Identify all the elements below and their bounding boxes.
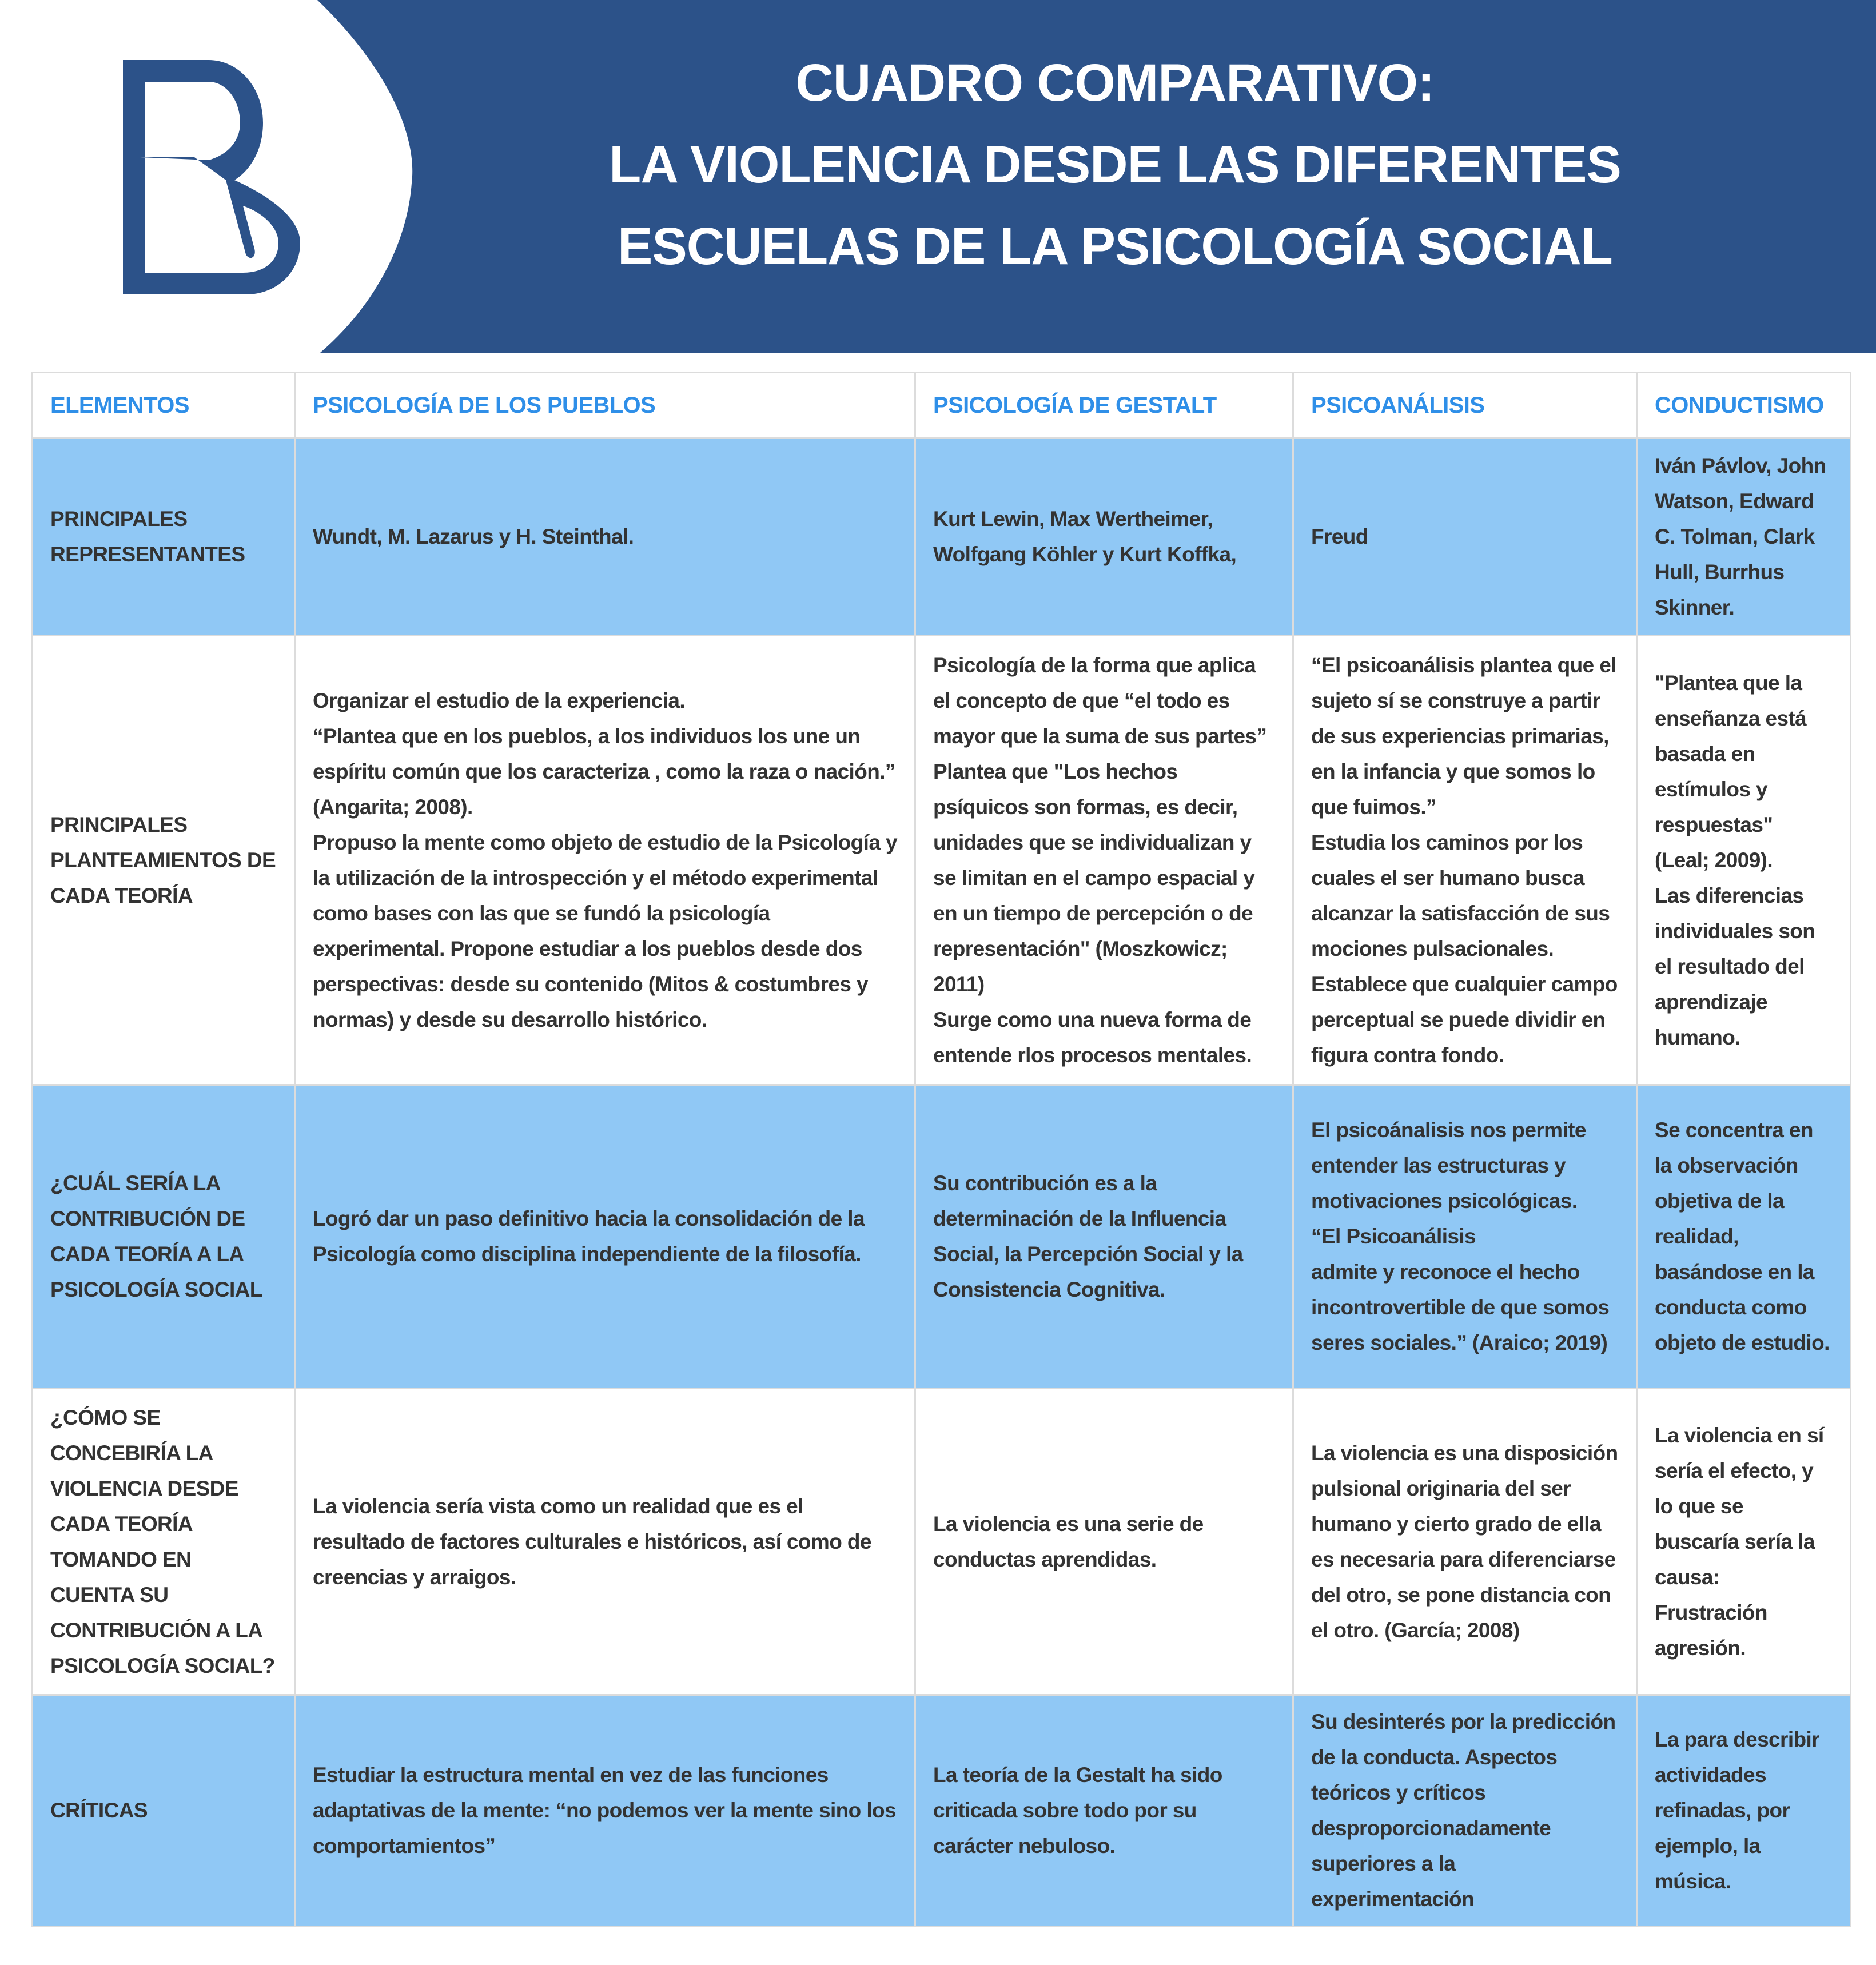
table-cell: Su contribución es a la determinación de la Influencia Social, la Percepción Social y la Consistencia Cognitiva. <box>915 1085 1293 1389</box>
table-cell: La violencia sería vista como un realidad que es el resultado de factores culturales e históricos, así como de creencias y arraigos. <box>295 1389 915 1695</box>
table-cell: Wundt, M. Lazarus y H. Steinthal. <box>295 439 915 636</box>
table-cell: Estudiar la estructura mental en vez de las funciones adaptativas de la mente: “no podemos ver la mente sino los comportamientos” <box>295 1695 915 1927</box>
table-cell: La violencia es una serie de conductas aprendidas. <box>915 1389 1293 1695</box>
table-cell: Se concentra en la observación objetiva de la realidad, basándose en la conducta como objeto de estudio. <box>1637 1085 1851 1389</box>
table-cell: Organizar el estudio de la experiencia. “Plantea que en los pueblos, a los individuos los une un espíritu común que los caracteriza , como la raza o nación.” (Angarita; 2008). Propuso la mente como objeto de estudio de la Psicología y la utilización de la introspección y el método experimental como bases con las que se fundó la psicología experimental. Propone estudiar a los pueblos desde dos perspectivas: desde su contenido (Mitos & costumbres y normas) y desde su desarrollo histórico. <box>295 636 915 1085</box>
column-header: PSICOLOGÍA DE GESTALT <box>915 373 1293 439</box>
title-line: CUADRO COMPARATIVO: <box>795 54 1435 112</box>
column-header: ELEMENTOS <box>33 373 295 439</box>
table-cell: Iván Pávlov, John Watson, Edward C. Tolman, Clark Hull, Burrhus Skinner. <box>1637 439 1851 636</box>
row-label: PRINCIPALES PLANTEAMIENTOS DE CADA TEORÍA <box>33 636 295 1085</box>
table-row <box>33 1695 1851 1927</box>
row-label: CRÍTICAS <box>33 1695 295 1927</box>
row-label: PRINCIPALES REPRESENTANTES <box>33 439 295 636</box>
table-cell: "Plantea que la enseñanza está basada en estímulos y respuestas" (Leal; 2009). Las diferencias individuales son el resultado del aprendizaje humano. <box>1637 636 1851 1085</box>
table-cell: Su desinterés por la predicción de la conducta. Aspectos teóricos y críticos desproporcionadamente superiores a la experimentación <box>1293 1695 1637 1927</box>
header-banner <box>0 0 1876 353</box>
table-cell: Kurt Lewin, Max Wertheimer, Wolfgang Köhler y Kurt Koffka, <box>915 439 1293 636</box>
table-cell: La teoría de la Gestalt ha sido criticada sobre todo por su carácter nebuloso. <box>915 1695 1293 1927</box>
comparison-table <box>31 372 1851 1927</box>
column-header: CONDUCTISMO <box>1637 373 1851 439</box>
table-row <box>33 636 1851 1085</box>
row-label: ¿CUÁL SERÍA LA CONTRIBUCIÓN DE CADA TEORÍA A LA PSICOLOGÍA SOCIAL <box>33 1085 295 1389</box>
table-cell: Freud <box>1293 439 1637 636</box>
table-row <box>33 1085 1851 1389</box>
brand-logo-icon <box>123 60 312 294</box>
table-cell: “El psicoanálisis plantea que el sujeto sí se construye a partir de sus experiencias primarias, en la infancia y que somos lo que fuimos.” Estudia los caminos por los cuales el ser humano busca alcanzar la satisfacción de sus mociones pulsacionales. Establece que cualquier campo perceptual se puede dividir en figura contra fondo. <box>1293 636 1637 1085</box>
table-row <box>33 439 1851 636</box>
page-title <box>457 42 1773 288</box>
table-cell: Logró dar un paso definitivo hacia la consolidación de la Psicología como disciplina independiente de la filosofía. <box>295 1085 915 1389</box>
title-line: ESCUELAS DE LA PSICOLOGÍA SOCIAL <box>618 217 1612 276</box>
table-header-row <box>33 373 1851 439</box>
table-row <box>33 1389 1851 1695</box>
title-line: LA VIOLENCIA DESDE LAS DIFERENTES <box>609 135 1621 194</box>
row-label: ¿CÓMO SE CONCEBIRÍA LA VIOLENCIA DESDE CADA TEORÍA TOMANDO EN CUENTA SU CONTRIBUCIÓN A LA PSICOLOGÍA SOCIAL? <box>33 1389 295 1695</box>
table-cell: El psicoánalisis nos permite entender las estructuras y motivaciones psicológicas. “El Psicoanálisis admite y reconoce el hecho incontrovertible de que somos seres sociales.” (Araico; 2019) <box>1293 1085 1637 1389</box>
table-cell: La violencia es una disposición pulsional originaria del ser humano y cierto grado de ella es necesaria para diferenciarse del otro, se pone distancia con el otro. (García; 2008) <box>1293 1389 1637 1695</box>
table-cell: La para describir actividades refinadas, por ejemplo, la música. <box>1637 1695 1851 1927</box>
column-header: PSICOANÁLISIS <box>1293 373 1637 439</box>
table-cell: Psicología de la forma que aplica el concepto de que “el todo es mayor que la suma de sus partes” Plantea que "Los hechos psíquicos son formas, es decir, unidades que se individualizan y se limitan en el campo espacial y en un tiempo de percepción o de representación" (Moszkowicz; 2011) Surge como una nueva forma de entende rlos procesos mentales. <box>915 636 1293 1085</box>
table-cell: La violencia en sí sería el efecto, y lo que se buscaría sería la causa: Frustración agresión. <box>1637 1389 1851 1695</box>
column-header: PSICOLOGÍA DE LOS PUEBLOS <box>295 373 915 439</box>
